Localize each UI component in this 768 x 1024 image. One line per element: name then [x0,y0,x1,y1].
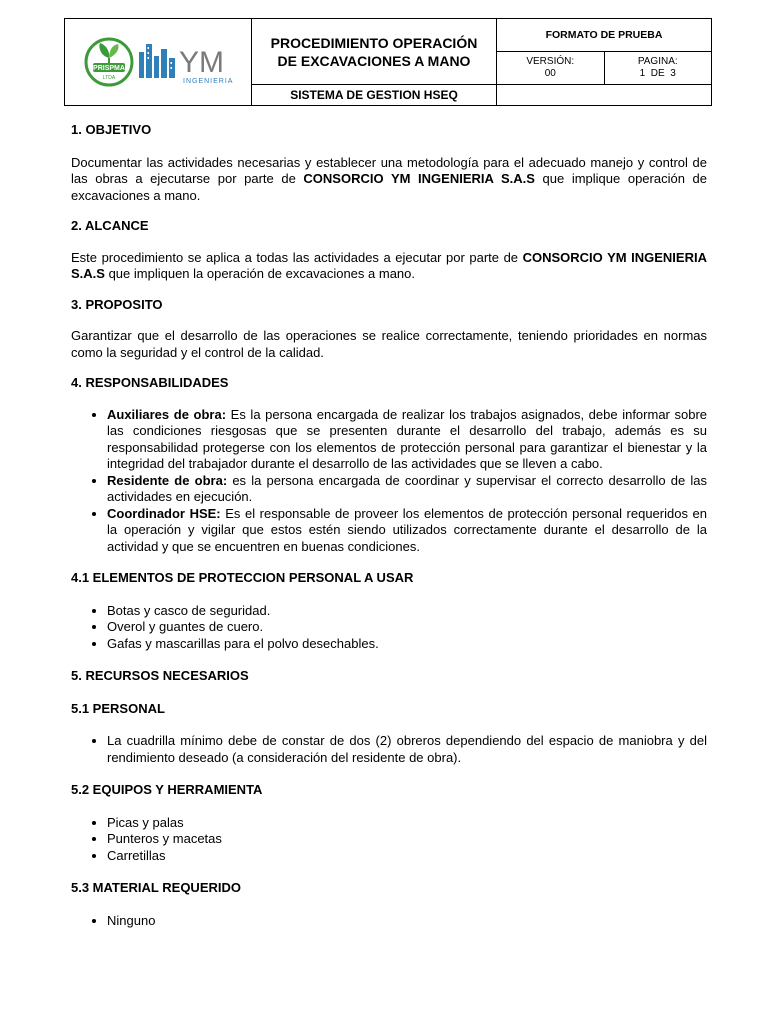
section-proposito-text: Garantizar que el desarrollo de las operaciones se realice correctamente, teniendo prioridades en normas como la seguridad y el control de la calidad. [71,328,707,360]
prispma-logo-subtext: LTDA [102,75,116,81]
version-label: VERSIÓN: [526,56,575,67]
list-item: • Botas y casco de seguridad. [107,603,707,620]
ym-logo-subtext: INGENIERIA [183,78,233,85]
epp-list [71,603,707,653]
document-body [71,120,707,929]
ym-logo-text: YM [179,46,224,79]
list-item [107,506,707,556]
prispma-logo [83,36,135,88]
section-equipos-title: 5.2 EQUIPOS Y HERRAMIENTA [71,782,263,797]
page-label: PAGINA: [637,56,678,67]
role-text: es la persona encargada de coordinar y supervisar el correcto desarrollo de las actividades en ejecución. [107,472,707,504]
equipos-list [71,815,707,865]
alcance-text-b: que impliquen la operación de excavaciones a mano. [104,266,416,281]
objetivo-text-a: Documentar las actividades necesarias y establecer una metodología para el adecuado manejo y control de las obras a ejecutarse por parte de [71,154,707,186]
document-title [252,19,497,85]
list-item [107,473,707,506]
section-alcance-title: 2. ALCANCE [71,218,149,233]
section-responsabilidades-title: 4. RESPONSABILIDADES [71,375,229,390]
list-item [107,407,707,473]
list-item: • Gafas y mascarillas para el polvo desechables. [107,636,707,653]
role-label: Coordinador HSE: [107,505,221,521]
list-item: • Overol y guantes de cuero. [107,619,707,636]
alcance-text-a: Este procedimiento se aplica a todas las actividades a ejecutar por parte de [71,249,523,265]
version-value: 00 [544,68,556,79]
section-material-title: 5.3 MATERIAL REQUERIDO [71,880,241,895]
responsabilidades-list [71,407,707,556]
document-header [64,18,712,106]
list-item: • Picas y palas [107,815,707,832]
role-label: Auxiliares de obra: [107,406,227,422]
section-personal-title: 5.1 PERSONAL [71,700,165,716]
page-cell [604,52,712,85]
title-line-1: PROCEDIMIENTO OPERACIÓN [270,34,478,51]
role-text: Es la persona encargada de realizar los trabajos asignados, debe informar sobre las condiciones riesgosas que se presenten durante el desarrollo del trabajo, además es su responsabilidad protegerse con los elementos de protección personal para garantizar el bienestar y la integridad del trabajador durante el desarrollo de las actividades que se lleven a cabo. [107,406,708,471]
role-text: Es el responsable de proveer los elementos de protección personal requeridos en la operación y vigilar que estos estén siendo utilizados correctamente durante el desarrollo de la actividad y que se encuentren en buenas condiciones. [107,505,707,554]
section-objetivo-text [71,155,707,205]
personal-list [71,733,707,766]
ym-ingenieria-logo [137,36,233,88]
logo-cell [65,19,252,106]
section-alcance-text [71,250,707,283]
title-line-2: DE EXCAVACIONES A MANO [277,52,471,69]
format-label: FORMATO DE PRUEBA [497,19,712,52]
section-epp-title: 4.1 ELEMENTOS DE PROTECCION PERSONAL A USAR [71,570,414,585]
objetivo-text-b: que implique operación de excavaciones a mano. [71,171,707,203]
list-item: • Punteros y macetas [107,831,707,848]
list-item: • La cuadrilla mínimo debe de constar de dos (2) obreros dependiendo del espacio de maniobra y del rendimiento deseado (a consideración del residente de obra). [107,733,707,766]
list-item: • Carretillas [107,848,707,865]
role-label: Residente de obra: [107,472,228,488]
material-list [71,913,707,930]
prispma-logo-text: PRISPMA [93,65,125,72]
section-proposito-title: 3. PROPOSITO [71,296,163,312]
alcance-company: CONSORCIO YM INGENIERIA S.A.S [71,249,707,281]
system-label: SISTEMA DE GESTION HSEQ [252,85,497,106]
list-item: • Ninguno [107,913,707,930]
version-cell [497,52,605,85]
section-objetivo-title: 1. OBJETIVO [71,122,152,137]
section-recursos-title: 5. RECURSOS NECESARIOS [71,668,249,683]
page-value: 1 DE 3 [639,68,676,79]
empty-cell [497,85,712,106]
objetivo-company: CONSORCIO YM INGENIERIA S.A.S [303,171,535,186]
